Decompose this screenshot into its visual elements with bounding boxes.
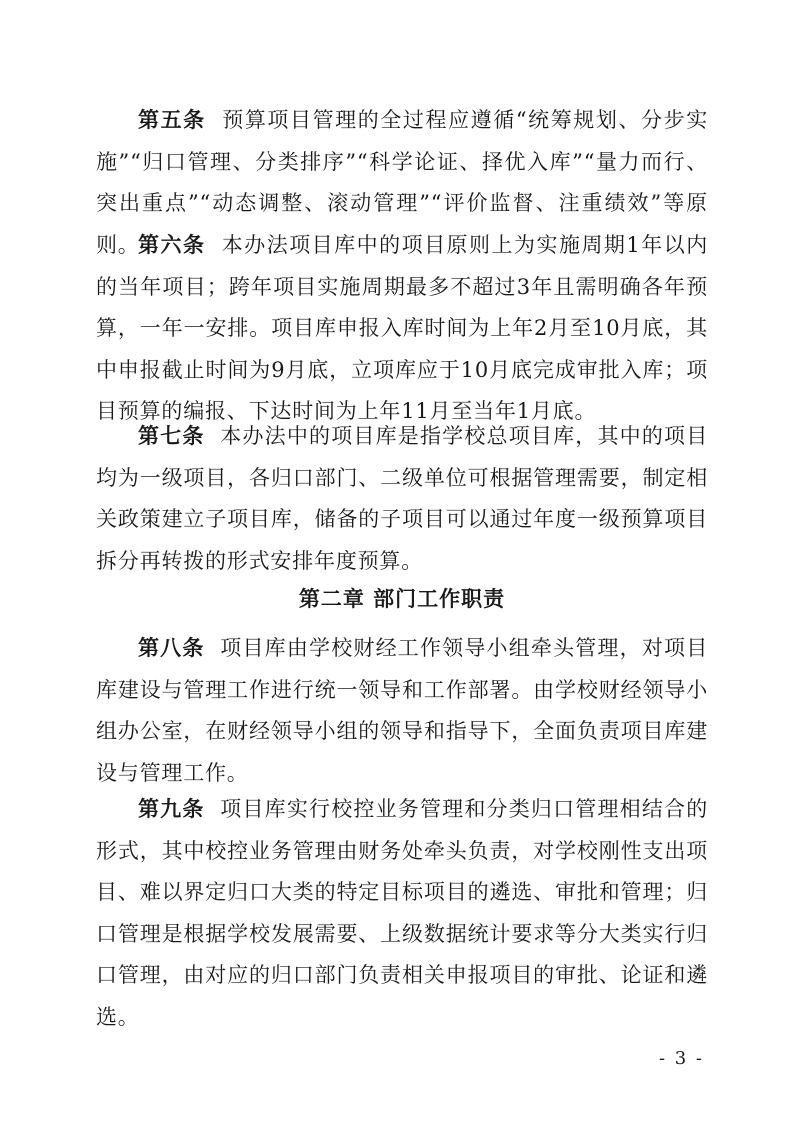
- article-8: [96, 627, 708, 794]
- article-8-label: 第八条: [138, 635, 205, 660]
- article-9-text: 项目库实行校控业务管理和分类归口管理相结合的形式，其中校控业务管理由财务处牵头负责，对学校刚性支出项目、难以界定归口大类的特定目标项目的遴选、审批和管理；归口管理是根据学校发展需要、上级数据统计要求等分大类实行归口管理，由对应的归口部门负责相关申报项目的审批、论证和遴选。: [96, 797, 708, 1029]
- article-8-text: 项目库由学校财经工作领导小组牵头管理，对项目库建设与管理工作进行统一领导和工作部署。由学校财经领导小组办公室，在财经领导小组的领导和指导下，全面负责项目库建设与管理工作。: [96, 636, 708, 785]
- article-6: [96, 224, 708, 433]
- article-9: [96, 788, 708, 1038]
- article-7: [96, 415, 708, 582]
- article-6-text: 本办法项目库中的项目原则上为实施周期1年以内的当年项目；跨年项目实施周期最多不超过3年且需明确各年预算，一年一安排。项目库申报入库时间为上年2月至10月底，其中申报截止时间为9月底，立项库应于10月底完成审批入库；项目预算的编报、下达时间为上年11月至当年1月底。: [96, 233, 708, 423]
- article-5-label: 第五条: [138, 107, 206, 132]
- article-7-text: 本办法中的项目库是指学校总项目库，其中的项目均为一级项目，各归口部门、二级单位可根据管理需要，制定相关政策建立子项目库，储备的子项目可以通过年度一级预算项目拆分再转拨的形式安排年度预算。: [96, 424, 708, 573]
- chapter-title: 第二章 部门工作职责: [298, 586, 506, 611]
- page-number: - 3 -: [658, 1048, 704, 1069]
- article-9-label: 第九条: [138, 796, 205, 821]
- article-6-label: 第六条: [138, 232, 206, 257]
- article-7-label: 第七条: [138, 423, 205, 448]
- article-5-text: 预算项目管理的全过程应遵循“统筹规划、分步实施”“归口管理、分类排序”“科学论证、择优入库”“量力而行、突出重点”“动态调整、滚动管理”“评价监督、注重绩效”等原则。: [96, 108, 708, 257]
